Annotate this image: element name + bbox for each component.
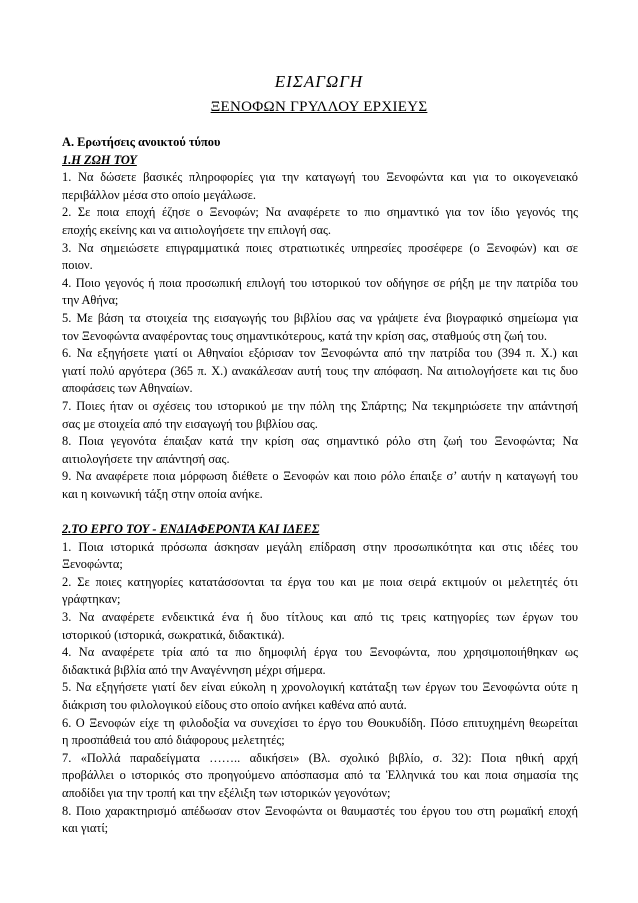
question-line: την Αθήνα; [62,293,119,308]
question-line: ιστορικού (ιστορικά, σωκρατικά, διδακτικά). [62,627,285,642]
question-line: 5. Με βάση τα στοιχεία της εισαγωγής του βιβλίου σας να γράψετε ένα βιογραφικό σημείωμα για [62,310,578,325]
question-line: σας με στοιχεία από την εισαγωγή του βιβλίου σας. [62,416,318,431]
question-line: 6. Ο Ξενοφών είχε τη φιλοδοξία να συνεχίσει το έργο του Θουκυδίδη. Πόσο επιτυχημένη θεωρείται [62,715,578,730]
question-line: 6. Να εξηγήσετε γιατί οι Αθηναίοι εξόρισαν τον Ξενοφώντα από την πατρίδα του (394 π. Χ.) και [62,346,578,361]
question-line: 4. Να αναφέρετε τρία από τα πιο δημοφιλή έργα του Ξενοφώντα, που χρησιμοποιήθηκαν ως [62,645,578,660]
question-line: τον Ξενοφώντα αναφέροντας τους σημαντικότερους, κατά την κρίση σας, σταθμούς στη ζωή του. [62,328,547,343]
question-line: Ξενοφώντα; [62,557,123,572]
question-line: 7. Ποιες ήταν οι σχέσεις του ιστορικού με την πόλη της Σπάρτης; Να τεκμηριώσετε την απάντησή [62,398,578,413]
question-line: η προσπάθειά του από διάφορους μελετητές; [62,733,285,748]
question-line: αιτιολογήσετε την απάντησή σας. [62,451,230,466]
section-a-heading: Α. Ερωτήσεις ανοικτού τύπου [62,135,221,149]
question-line: εποχής εκείνης και να αιτιολογήσετε την επιλογή σας. [62,222,331,237]
question-line: διάκριση του φιλολογικού είδους στο οποίο ανήκει καθένα από αυτά. [62,698,407,712]
question-line: 3. Να αναφέρετε ενδεικτικά ένα ή δυο τίτλους και από τις τρεις κατηγορίες των έργων του [62,610,578,625]
document-subtitle: ΞΕΝΟΦΩΝ ΓΡΥΛΛΟΥ ΕΡΧΙΕΥΣ [210,99,428,115]
section-spacer [62,503,578,521]
question-line: αποδίδει για την τροπή και την εξέλιξη των ιστορικών γεγονότων; [62,785,391,800]
question-line: 2. Σε ποιες κατηγορίες κατατάσσονται τα έργα του και με ποια σειρά εκτιμούν οι μελετητές ότι [62,574,578,589]
question-line: αποφάσεις των Αθηναίων. [62,381,193,396]
section-2-heading: 2.ΤΟ ΕΡΓΟ ΤΟΥ - ΕΝΔΙΑΦΕΡΟΝΤΑ ΚΑΙ ΙΔΕΕΣ [62,522,320,537]
question-line: 5. Να εξηγήσετε γιατί δεν είναι εύκολη η χρονολογική κατάταξη των έργων του Ξενοφώντα ούτε η [62,680,578,695]
question-line: 9. Να αναφέρετε ποια μόρφωση διέθετε ο Ξενοφών και ποιο ρόλο έπαιξε σ’ αυτήν η καταγωγή του [62,469,578,484]
question-line: και γιατί; [62,821,109,836]
question-line: 2. Σε ποια εποχή έζησε ο Ξενοφών; Να αναφέρετε το πιο σημαντικό για τον ίδιο γεγονός της [62,205,578,220]
section-1-heading: 1.Η ΖΩΗ ΤΟΥ [62,152,137,167]
question-line: γιατί πολύ αργότερα (365 π. Χ.) ανακάλεσαν αυτή τους την απόφαση. Να αιτιολογήσετε και τις δυο [62,363,578,378]
question-line: 1. Να δώσετε βασικές πληροφορίες για την καταγωγή του Ξενοφώντα και για το οικογενειακό [62,170,578,185]
question-line: 3. Να σημειώσετε επιγραμματικά ποιες στρατιωτικές υπηρεσίες προσέφερε (ο Ξενοφών) και σε [62,240,578,255]
question-line: διδακτικά βιβλία από την Αναγέννηση μέχρι σήμερα. [62,662,326,677]
question-line: 8. Ποια γεγονότα έπαιξαν κατά την κρίση σας σημαντικό ρόλο στη ζωή του Ξενοφώντα; Να [62,434,578,449]
question-line: 4. Ποιο γεγονός ή ποια προσωπική επιλογή του ιστορικού τον οδήγησε σε ρήξη με την πατρίδα του [62,275,578,290]
question-line: προβάλλει ο ιστορικός στο προηγούμενο απόσπασμα από τα Ἑλληνικά του και ποια σημασία της [62,768,578,783]
document-body [62,134,578,838]
question-line: 8. Ποιο χαρακτηρισμό απέδωσαν στον Ξενοφώντα οι θαυμαστές του έργου του στη ρωμαϊκή εποχή [62,803,578,818]
question-line: 1. Ποια ιστορικά πρόσωπα άσκησαν μεγάλη επίδραση στην προσωπικότητα και στις ιδέες του [62,539,578,554]
document-title: ΕΙΣΑΓΩΓΗ [274,72,364,91]
question-line: ποιον. [62,258,93,273]
question-line: γράφτηκαν; [62,592,121,607]
question-line: και η κοινωνική τάξη στην οποία ανήκε. [62,486,263,501]
question-line: περιβάλλον μέσα στο οποίο μεγάλωσε. [62,187,256,202]
question-line: 7. «Πολλά παραδείγματα …….. αδικήσει» (Βλ. σχολικό βιβλίο, σ. 32): Ποια ηθική αρχή [62,750,578,765]
